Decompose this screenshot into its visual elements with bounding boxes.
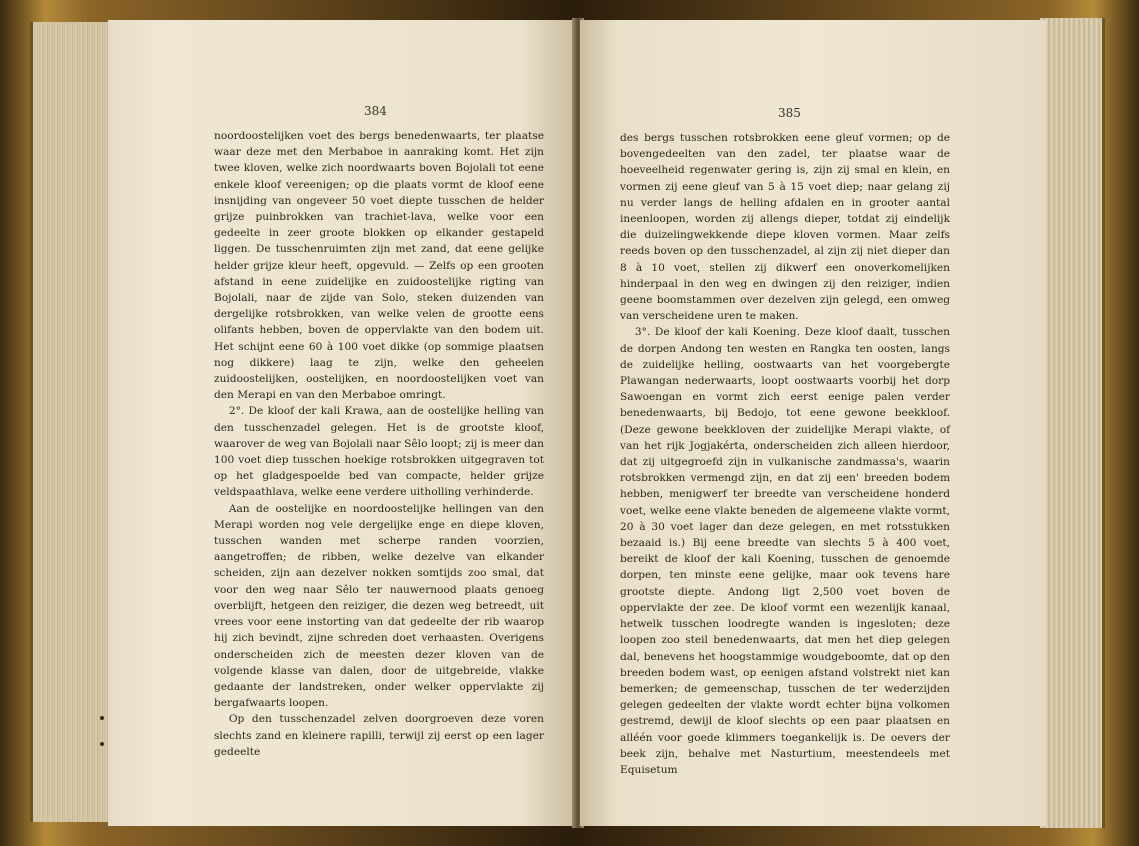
margin-dot: [100, 742, 104, 746]
page-edges-left: [30, 22, 115, 822]
page-number-left: 384: [364, 104, 387, 118]
paragraph: Op den tusschenzadel zelven doorgroeven deze voren slechts zand en kleinere rapilli, terwijl zij eerst op een lager gedeelte: [214, 713, 544, 758]
left-page-text: [214, 128, 544, 760]
right-page-text: [620, 130, 950, 778]
paragraph: 2°. De kloof der kali Krawa, aan de oostelijke helling van den tusschenzadel gelegen. Het is de grootste kloof, waarover de weg van Bojolali naar Sêlo loopt; zij is meer dan 100 voet diep tusschen hoekige rotsbrokken uitgegraven tot op het gladgespoelde bed van compacte, helder grijze veldspaathlava, welke eene verdere uitholling verhinderde.: [214, 405, 544, 499]
paragraph: des bergs tusschen rotsbrokken eene gleuf vormen; op de bovengedeelten van den zadel, ter plaatse waar de hoeveelheid regenwater gering is, zijn zij smal en klein, en vormen zij eene gleuf van 5 à 15 voet diep; naar gelang zij nu verder langs de helling afdalen en in grooter aantal ineenloopen, worden zij allengs dieper, totdat zij eindelijk die duizelingwekkende diepe kloven vormen. Maar zelfs reeds boven op den tusschenzadel, al zijn zij niet dieper dan 8 à 10 voet, stellen zij dikwerf een onoverkomelijken hinderpaal in den weg en dwingen zij den reiziger, indien geene boomstammen over dezelven zijn gelegd, een omweg van verscheidene uren te maken.: [620, 132, 950, 323]
page-edges-right: [1040, 18, 1105, 828]
paragraph: Aan de oostelijke en noordoostelijke hellingen van den Merapi worden nog vele dergelijke enge en diepe kloven, tusschen wanden met scherpe randen voorzien, aangetroffen; de ribben, welke dezelve van elkander scheiden, zijn aan dezelver nokken somtijds zoo smal, dat voor den weg naar Sêlo ter nauwernood plaats genoeg overblijft, hetgeen den reiziger, die dezen weg betreedt, uit vrees voor eene instorting van dat gedeelte der rib waarop hij zich bevindt, zijne schreden doet verhaasten. Overigens onderscheiden zich de meesten dezer kloven van de volgende klasse van dalen, door de uitgebreide, vlakke gedaante der landstreken, onder welker oppervlakte zij bergafwaarts loopen.: [214, 502, 544, 710]
right-page: [580, 20, 1046, 826]
left-page: [108, 20, 576, 826]
page-number-right: 385: [778, 106, 801, 120]
paragraph: 3°. De kloof der kali Koening. Deze kloof daalt, tusschen de dorpen Andong ten westen en Rangka ten oosten, langs de zuidelijke helling, oostwaarts van het voorgebergte Plawangan nederwaarts, loopt oostwaarts voorbij het dorp Sawoengan en vormt zich eerst eenige palen verder benedenwaarts, bij Bedojo, tot eene gewone beekkloof. (Deze gewone beekkloven der zuidelijke Merapi vlakte, of van het rijk Jogjakérta, onderscheiden zich alleen hierdoor, dat zij uitgegroefd zijn in vulkanische zandmassa's, waarin rotsbrokken vermengd zijn, en dat zij een' breeden bodem hebben, menigwerf ter breedte van verscheidene honderd voet, welke eene vlakte beneden de algemeene vlakte vormt, 20 à 30 voet lager dan deze gelegen, en met rotsstukken bezaaid is.) Bij eene breedte van slechts 5 à 400 voet, bereikt de kloof der kali Koening, tusschen de genoemde dorpen, ten minste eene gelijke, maar ook tevens hare grootste diepte. Andong ligt 2,500 voet boven de oppervlakte der zee. De kloof vormt een wezenlijk kanaal, hetwelk tusschen loodregte wanden is ingesloten; deze loopen zoo steil benedenwaarts, dat men het diep gelegen dal, benevens het hoogstammige woudgeboomte, dat op den breeden bodem wast, op eenigen afstand volstrekt niet kan bemerken; de gemeenschap, tusschen de ter wederzijden gelegen gedeelten der vlakte wordt echter bijna volkomen gestremd, dewijl de kloof slechts op een paar plaatsen en alléén voor goede klimmers toegankelijk is. De oevers der beek zijn, behalve met Nasturtium, meestendeels met Equisetum: [620, 326, 950, 776]
margin-dot: [100, 716, 104, 720]
paragraph: noordoostelijken voet des bergs benedenwaarts, ter plaatse waar deze met den Merbaboe in aanraking komt. Het zijn twee kloven, welke zich noordwaarts boven Bojolali tot eene enkele kloof vereenigen; op die plaats vormt de kloof eene insnijding van ongeveer 50 voet diepte tusschen de helder grijze puinbrokken van trachiet-lava, welke voor een gedeelte in zeer groote blokken op elkander gestapeld liggen. De tusschenruimten zijn met zand, dat eene gelijke helder grijze kleur heeft, opgevuld. — Zelfs op een grooten afstand in eene zuidelijke en zuidoostelijke rigting van Bojolali, naar de zijde van Solo, steken duizenden van dergelijke rotsbrokken, van welke velen de grootte eens olifants hebben, boven de oppervlakte van den bodem uit. Het schijnt eene 60 à 100 voet dikke (op sommige plaatsen nog dikkere) laag te zijn, welke den geheelen zuidoostelijken, oostelijken, en noordoostelijken voet van den Merapi en van den Merbaboe omringt.: [214, 130, 544, 402]
